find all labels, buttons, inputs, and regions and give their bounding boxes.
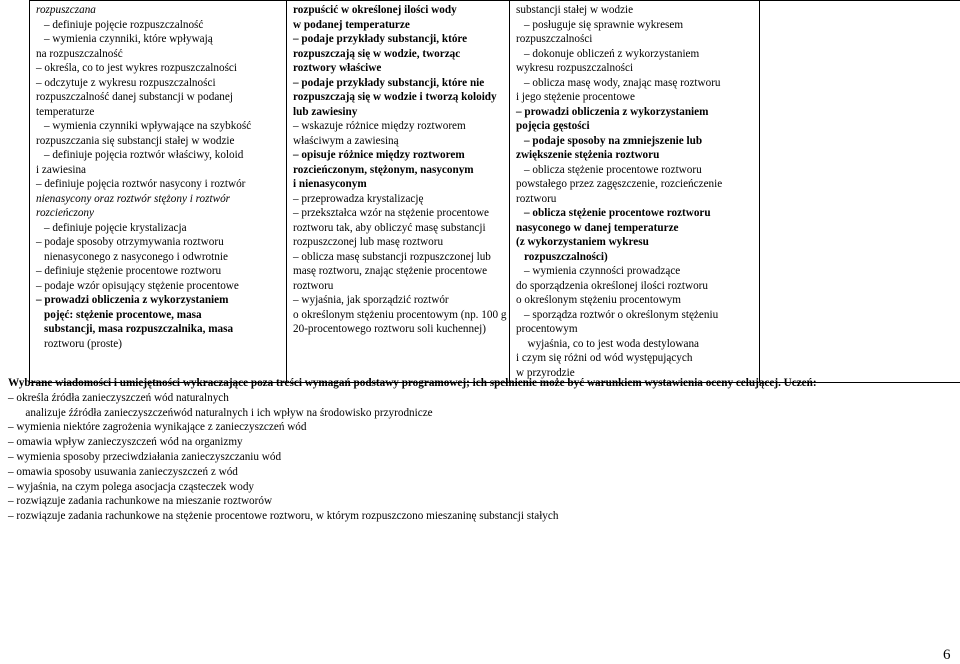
table-cell-col1 [30,1,287,383]
list-item: – wymienia sposoby przeciwdziałania zanieczyszczaniu wód [8,450,953,465]
cell-line: – definiuje pojęcia roztwór nasycony i roztwór [36,177,283,192]
table-cell-col2 [287,1,510,383]
cell-line: – definiuje pojęcia roztwór właściwy, koloid [36,148,283,163]
cell-line: masę roztworu, znając stężenie procentowe [293,264,506,279]
cell-line: substancji stałej w wodzie [516,3,756,18]
cell-line: – prowadzi obliczenia z wykorzystaniem [516,105,756,120]
cell-line: o określonym stężeniu procentowym [516,293,756,308]
requirements-table [29,0,960,383]
cell-line: – określa, co to jest wykres rozpuszczalności [36,61,283,76]
cell-line: – sporządza roztwór o określonym stężeniu [516,308,756,323]
cell-line: powstałego przez zagęszczenie, rozcieńczenie [516,177,756,192]
cell-line: – podaje wzór opisujący stężenie procentowe [36,279,283,294]
cell-line: – posługuje się sprawnie wykresem [516,18,756,33]
cell-line: rozpuszczalności) [516,250,756,265]
cell-line: nasyconego w danej temperaturze [516,221,756,236]
cell-line: zwiększenie stężenia roztworu [516,148,756,163]
cell-line: – odczytuje z wykresu rozpuszczalności [36,76,283,91]
cell-line: rozpuszczalności [516,32,756,47]
cell-line: – prowadzi obliczenia z wykorzystaniem [36,293,283,308]
cell-line: – wyjaśnia, jak sporządzić roztwór [293,293,506,308]
cell-line: o określonym stężeniu procentowym (np. 100 g [293,308,506,323]
cell-line: – oblicza masę substancji rozpuszczonej lub [293,250,506,265]
list-item: – rozwiązuje zadania rachunkowe na mieszanie roztworów [8,494,953,509]
cell-line: procentowym [516,322,756,337]
cell-line: – oblicza masę wody, znając masę roztworu [516,76,756,91]
cell-line: temperaturze [36,105,283,120]
extra-list [8,391,953,524]
cell-line: – definiuje pojęcie krystalizacja [36,221,283,236]
cell-line: rozpuszczają się w wodzie, tworząc [293,47,506,62]
cell-line: – podaje sposoby otrzymywania roztworu [36,235,283,250]
cell-line: roztworu [516,192,756,207]
cell-line: w podanej temperaturze [293,18,506,33]
cell-line: – przeprowadza krystalizację [293,192,506,207]
cell-line: właściwym a zawiesiną [293,134,506,149]
cell-line: roztwory właściwe [293,61,506,76]
cell-line: (z wykorzystaniem wykresu [516,235,756,250]
cell-line: rozpuszczania się substancji stałej w wodzie [36,134,283,149]
cell-line: – opisuje różnice między roztworem [293,148,506,163]
cell-line: substancji, masa rozpuszczalnika, masa [36,322,283,337]
cell-line: – podaje przykłady substancji, które [293,32,506,47]
cell-line: rozpuszczalność danej substancji w podanej [36,90,283,105]
cell-line: pojęć: stężenie procentowe, masa [36,308,283,323]
list-item: – omawia sposoby usuwania zanieczyszczeń z wód [8,465,953,480]
cell-line: – definiuje pojęcie rozpuszczalność [36,18,283,33]
list-item: – wymienia niektóre zagrożenia wynikające z zanieczyszczeń wód [8,420,953,435]
list-item: – rozwiązuje zadania rachunkowe na stężenie procentowe roztworu, w którym rozpuszczono mieszaninę substancji stałych [8,509,953,524]
table-cell-col3 [510,1,760,383]
list-item: – określa źródła zanieczyszczeń wód naturalnych [8,391,953,406]
cell-line: – wymienia czynniki wpływające na szybkość [36,119,283,134]
table-row [30,1,960,383]
cell-line: – podaje przykłady substancji, które nie [293,76,506,91]
cell-line: i zawiesina [36,163,283,178]
cell-line: – oblicza stężenie procentowe roztworu [516,163,756,178]
cell-line: i nienasyconym [293,177,506,192]
cell-line: – przekształca wzór na stężenie procentowe [293,206,506,221]
cell-line: – oblicza stężenie procentowe roztworu [516,206,756,221]
cell-line: – definiuje stężenie procentowe roztworu [36,264,283,279]
cell-line: rozpuszczonej lub masę roztworu [293,235,506,250]
list-item: – wyjaśnia, na czym polega asocjacja cząsteczek wody [8,480,953,495]
table-cell-col4 [760,1,960,383]
extra-requirements-section [8,376,953,524]
cell-line: nienasyconego z nasyconego i odwrotnie [36,250,283,265]
cell-line: wykresu rozpuszczalności [516,61,756,76]
cell-line: nienasycony oraz roztwór stężony i roztwór [36,192,283,207]
cell-line: rozcieńczony [36,206,283,221]
cell-line: roztworu (proste) [36,337,283,352]
cell-line: i czym się różni od wód występujących [516,351,756,366]
cell-line: roztworu tak, aby obliczyć masę substancji [293,221,506,236]
cell-line: wyjaśnia, co to jest woda destylowana [516,337,756,352]
cell-line: rozpuszczają się w wodzie i tworzą koloidy [293,90,506,105]
cell-line: na rozpuszczalność [36,47,283,62]
cell-line: – podaje sposoby na zmniejszenie lub [516,134,756,149]
cell-line: do sporządzenia określonej ilości roztworu [516,279,756,294]
cell-line: i jego stężenie procentowe [516,90,756,105]
cell-line: rozcieńczonym, stężonym, nasyconym [293,163,506,178]
cell-line: – wymienia czynności prowadzące [516,264,756,279]
cell-line: – wymienia czynniki, które wpływają [36,32,283,47]
cell-line: 20-procentowego roztworu soli kuchennej) [293,322,506,337]
extra-heading: Wybrane wiadomości i umiejętności wykraczające poza treści wymagań podstawy programowej; ich spełnienie może być warunkiem wystawienia oceny celującej. Uczeń: [8,376,953,391]
list-item: – omawia wpływ zanieczyszczeń wód na organizmy [8,435,953,450]
cell-line: pojęcia gęstości [516,119,756,134]
list-item: analizuje źźródła zanieczyszczeńwód naturalnych i ich wpływ na środowisko przyrodnicze [8,406,953,421]
cell-line: roztworu [293,279,506,294]
cell-line: rozpuścić w określonej ilości wody [293,3,506,18]
cell-line: lub zawiesiny [293,105,506,120]
cell-line: rozpuszczana [36,3,283,18]
cell-line: – wskazuje różnice między roztworem [293,119,506,134]
cell-line: – dokonuje obliczeń z wykorzystaniem [516,47,756,62]
cell-line: w przyrodzie [516,366,756,381]
page-number: 6 [943,647,951,664]
